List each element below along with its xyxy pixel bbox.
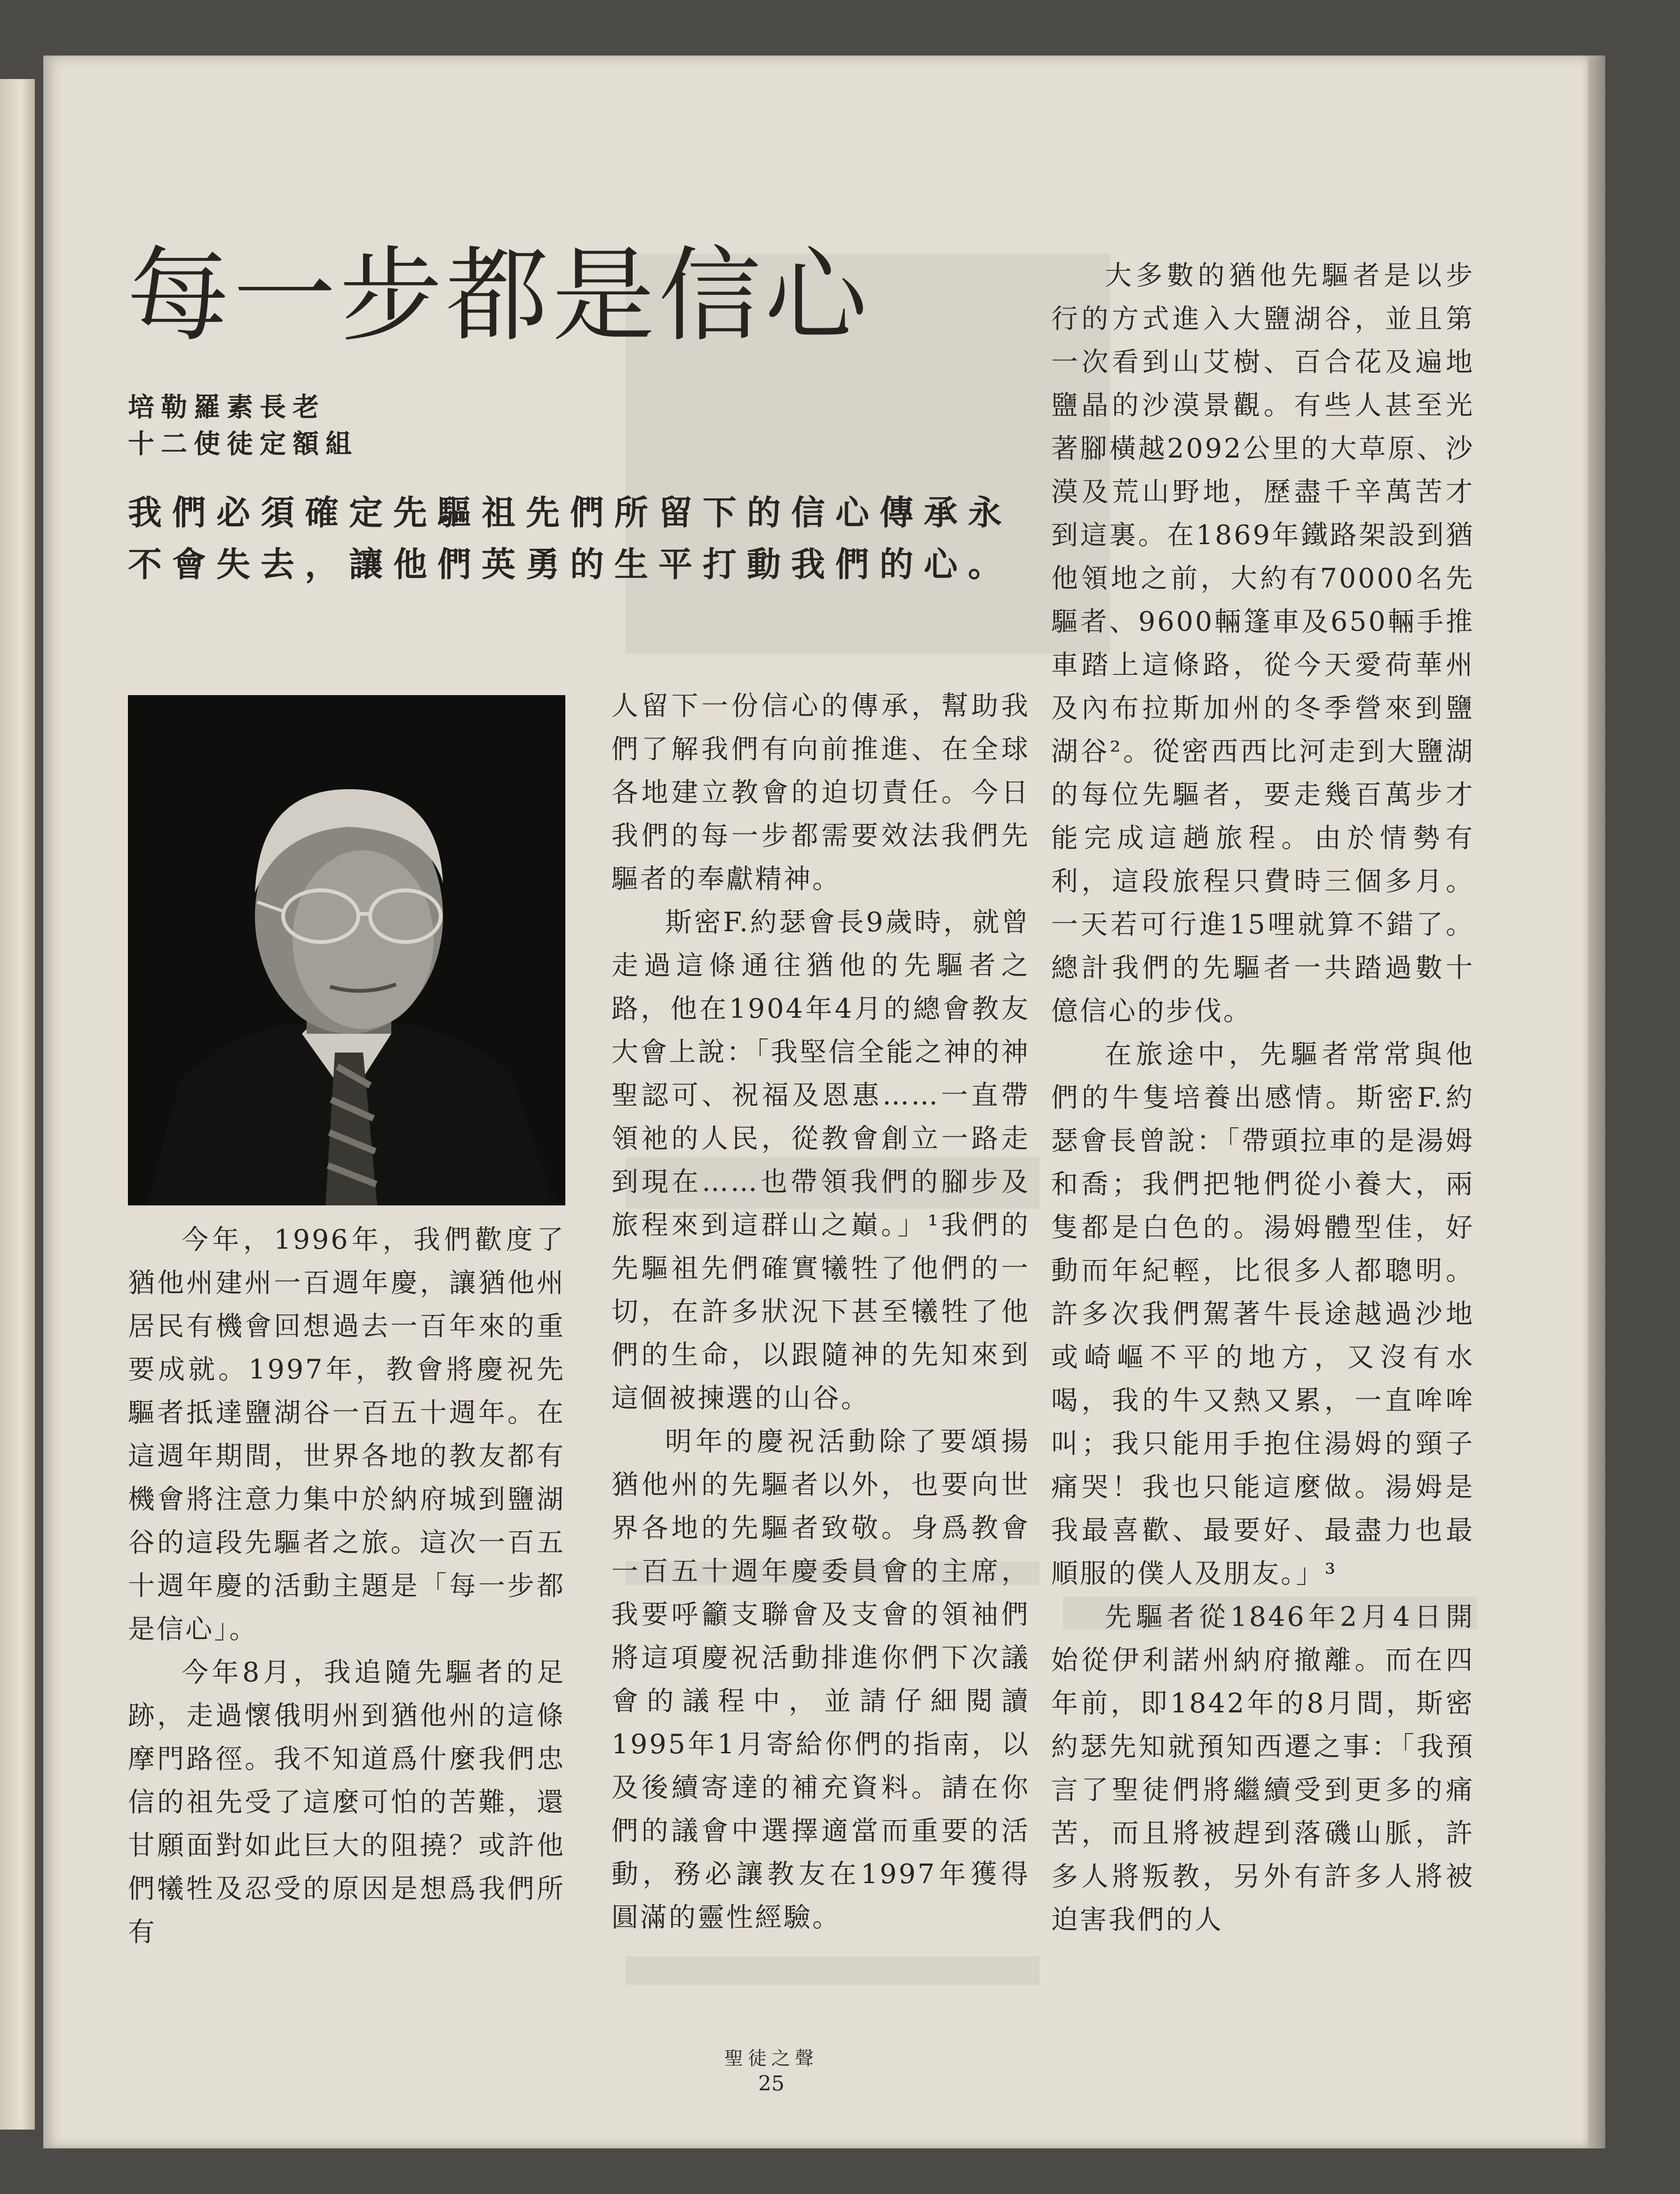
text-column-2 (611, 684, 1030, 1939)
paragraph: 今年，1996年，我們歡度了猶他州建州一百週年慶，讓猶他州居民有機會回想過去一百年來的重要成就。1997年，教會將慶祝先驅者抵達鹽湖谷一百五十週年。在這週年期間，世界各地的教友都有機會將注意力集中於納府城到鹽湖谷的這段先驅者之旅。這次一百五十週年慶的活動主題是「每一步都是信心」。 (128, 1224, 565, 1645)
paragraph: 大多數的猶他先驅者是以步行的方式進入大鹽湖谷，並且第一次看到山艾樹、百合花及遍地鹽晶的沙漠景觀。有些人甚至光著腳橫越2092公里的大草原、沙漠及荒山野地，歷盡千辛萬苦才到這裏。在1869年鐵路架設到猶他領地之前，大約有70000名先驅者、9600輛篷車及650輛手推車踏上這條路，從今天愛荷華州及內布拉斯加州的冬季營來到鹽湖谷²。從密西西比河走到大鹽湖的每位先驅者，要走幾百萬步才能完成這趟旅程。由於情勢有利，這段旅程只費時三個多月。一天若可行進15哩就算不錯了。總計我們的先驅者一共踏過數十億信心的步伐。 (1051, 260, 1474, 1027)
paragraph: 先驅者從1846年2月4日開始從伊利諾州納府撤離。而在四年前，即1842年的8月間，斯密約瑟先知就預知西遷之事：「我預言了聖徒們將繼續受到更多的痛苦，而且將被趕到落磯山脈，許多人將叛教，另外有許多人將被迫害我們的人 (1051, 1601, 1474, 1935)
article-title: 每一步都是信心 (127, 237, 871, 356)
article-intro: 我們必須確定先驅祖先們所留下的信心傳承永不會失去，讓他們英勇的生平打動我們的心。 (128, 492, 1013, 584)
author-position: 十二使徒定額組 (128, 428, 358, 459)
paragraph: 在旅途中，先驅者常常與他們的牛隻培養出感情。斯密F.約瑟會長曾說：「帶頭拉車的是湯姆和喬；我們把牠們從小養大，兩隻都是白色的。湯姆體型佳，好動而年紀輕，比很多人都聰明。許多次我們駕著牛長途越過沙地或崎嶇不平的地方，又沒有水喝，我的牛又熱又累，一直哞哞叫；我只能用手抱住湯姆的頸子痛哭！我也只能這麼做。湯姆是我最喜歡、最要好、最盡力也最順服的僕人及朋友。」³ (1051, 1039, 1474, 1589)
footer-magazine-name: 聖徒之聲 (724, 2048, 818, 2069)
paragraph: 人留下一份信心的傳承，幫助我們了解我們有向前推進、在全球各地建立教會的迫切責任。今日我們的每一步都需要效法我們先驅者的奉獻精神。 (611, 690, 1030, 895)
portrait-illustration (128, 695, 565, 1205)
text-column-3 (1051, 254, 1474, 1941)
paragraph: 斯密F.約瑟會長9歲時，就曾走過這條通往猶他的先驅者之路，他在1904年4月的總會教友大會上說：「我堅信全能之神的神聖認可、祝福及恩惠……一直帶領祂的人民，從教會創立一路走到現在……也帶領我們的腳步及旅程來到這群山之巔。」¹我們的先驅祖先們確實犧牲了他們的一切，在許多狀況下甚至犧牲了他們的生命，以跟隨神的先知來到這個被揀選的山谷。 (611, 907, 1030, 1414)
footer-page-number: 25 (758, 2072, 785, 2096)
author-portrait-photo (128, 695, 565, 1205)
page-binding-edge (1588, 55, 1605, 2148)
previous-page-edge (0, 79, 35, 2130)
text-column-1 (128, 1218, 565, 1954)
paragraph: 明年的慶祝活動除了要頌揚猶他州的先驅者以外，也要向世界各地的先驅者致敬。身爲教會一百五十週年慶委員會的主席，我要呼籲支聯會及支會的領袖們將這項慶祝活動排進你們下次議會的議程中，並請仔細閱讀1995年1月寄給你們的指南，以及後續寄達的補充資料。請在你們的議會中選擇適當而重要的活動，務必讓教友在1997年獲得圓滿的靈性經驗。 (611, 1426, 1030, 1933)
show-through-line (626, 1956, 1039, 1985)
paragraph: 今年8月，我追隨先驅者的足跡，走過懷俄明州到猶他州的這條摩門路徑。我不知道爲什麼我們忠信的祖先受了這麼可怕的苦難，還甘願面對如此巨大的阻撓？或許他們犧牲及忍受的原因是想爲我們所有 (128, 1657, 565, 1948)
author-name: 培勒羅素長老 (128, 392, 325, 423)
